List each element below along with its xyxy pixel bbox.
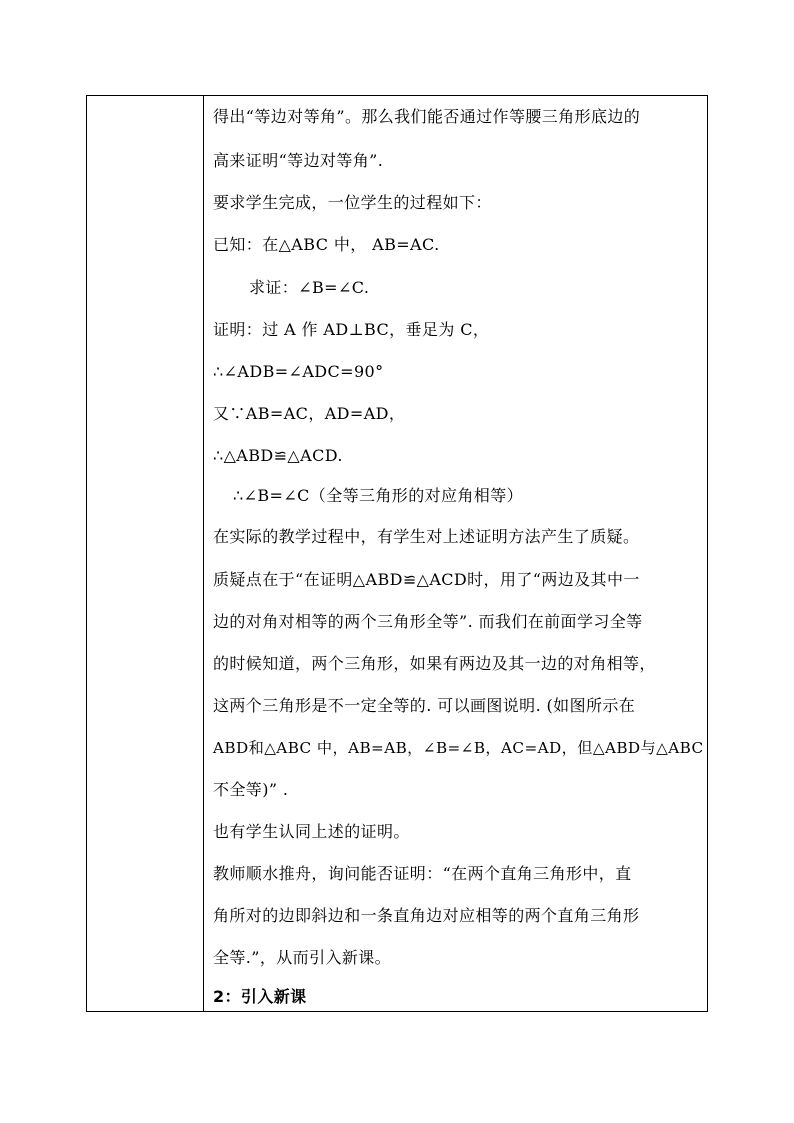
- text-line: 质疑点在于“在证明△ABD≌△ACD时，用了“两边及其中一: [213, 570, 640, 589]
- text-line: 全等.”，从而引入新课。: [213, 948, 392, 967]
- text-line: 这两个三角形是不一定全等的. 可以画图说明. (如图所示在: [213, 696, 636, 715]
- lesson-table: [86, 95, 708, 1012]
- text-line: ∴∠ADB=∠ADC=90°: [213, 362, 384, 381]
- text-line: 边的对角对相等的两个三角形全等”. 而我们在前面学习全等: [213, 612, 643, 631]
- text-line: 又∵AB=AC，AD=AD，: [213, 404, 406, 423]
- content-cell: [204, 96, 707, 1011]
- text-line: 角所对的边即斜边和一条直角边对应相等的两个直角三角形: [213, 906, 640, 925]
- text-line: 的时候知道，两个三角形，如果有两边及其一边的对角相等，: [213, 654, 656, 673]
- text-line: 已知：在△ABC 中， AB=AC.: [213, 235, 440, 254]
- left-column-cell: [87, 96, 204, 1011]
- text-line: 在实际的教学过程中，有学生对上述证明方法产生了质疑。: [213, 527, 640, 546]
- text-line: ∴∠B=∠C（全等三角形的对应角相等）: [233, 486, 523, 505]
- text-line: 也有学生认同上述的证明。: [213, 822, 410, 841]
- text-line: 不全等)” .: [213, 780, 289, 799]
- section-heading: 2：引入新课: [213, 987, 307, 1006]
- text-line: ∴△ABD≌△ACD.: [213, 446, 343, 465]
- text-line: 求证：∠B=∠C.: [249, 278, 370, 297]
- text-line: 教师顺水推舟，询问能否证明：“在两个直角三角形中，直: [213, 864, 632, 883]
- text-line: 要求学生完成，一位学生的过程如下：: [213, 193, 492, 212]
- text-line: 得出“等边对等角”。那么我们能否通过作等腰三角形底边的: [213, 107, 641, 126]
- text-line: ABD和△ABC 中，AB=AB，∠B=∠B，AC=AD，但△ABD与△ABC: [213, 739, 704, 757]
- text-line: 证明：过 A 作 AD⊥BC，垂足为 C，: [213, 320, 490, 339]
- text-line: 高来证明“等边对等角”.: [213, 151, 384, 170]
